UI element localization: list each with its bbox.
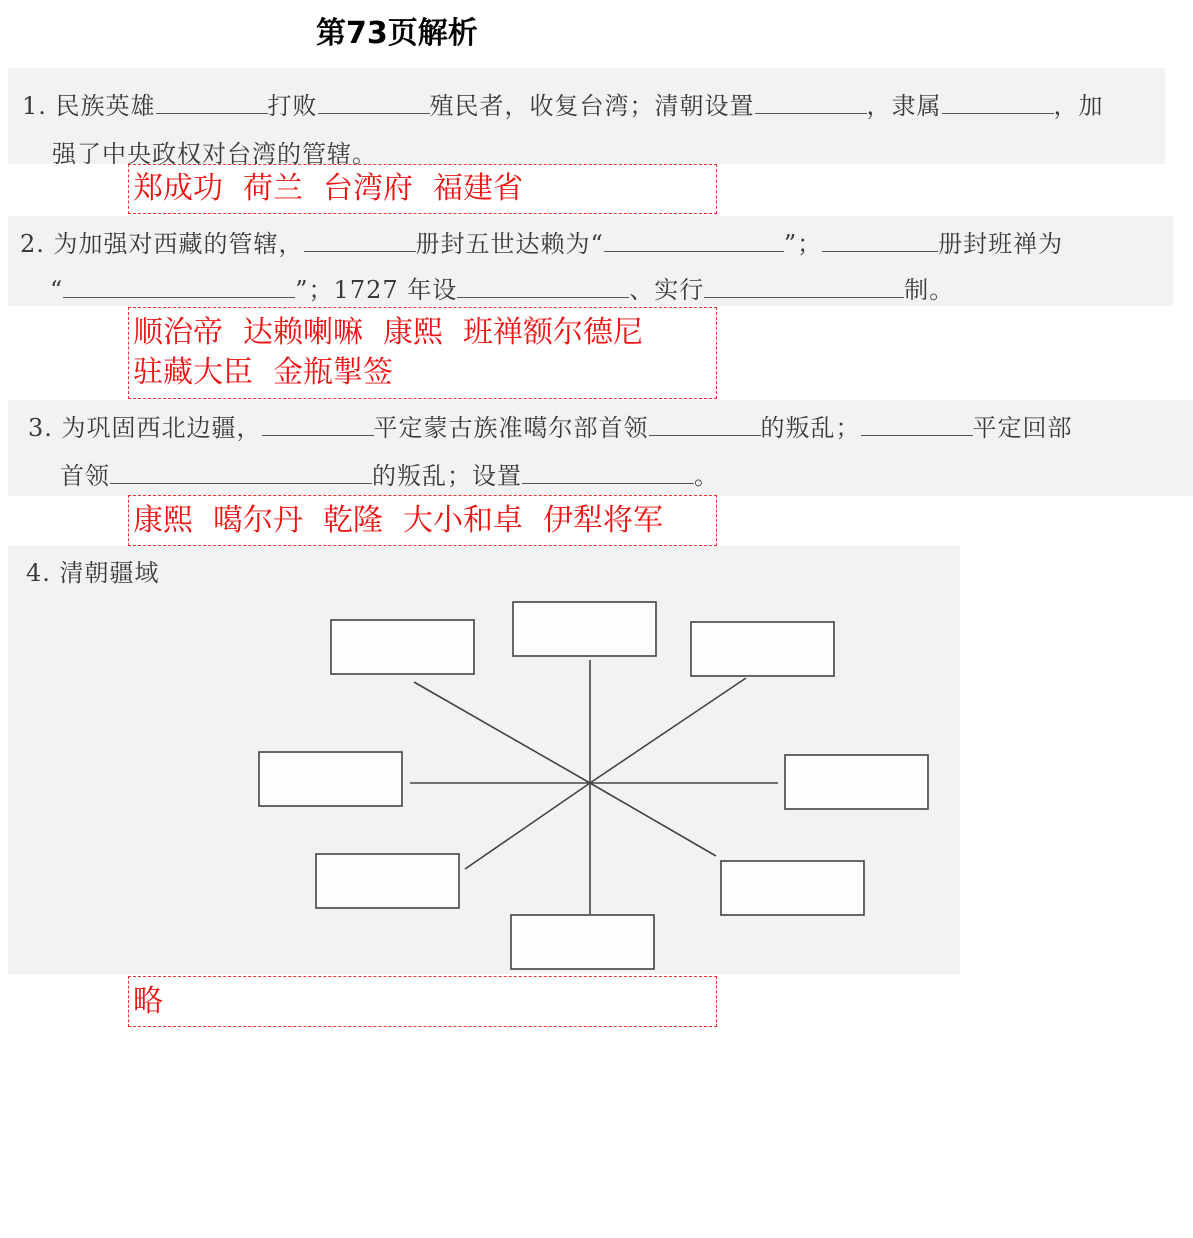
answer-item: 荷兰 xyxy=(243,171,303,206)
q3-text-f: 的叛乱；设置 xyxy=(372,462,522,490)
q2-text-b: 册封五世达赖为“ xyxy=(415,230,604,258)
diagram-box-south xyxy=(511,915,654,969)
q1-text-a: 1. 民族英雄 xyxy=(22,92,156,120)
page-title: 第73页解析 xyxy=(316,16,478,51)
question-4-title: 4. 清朝疆域 xyxy=(26,559,160,587)
diagram-box-west xyxy=(259,752,402,806)
answer-item: 台湾府 xyxy=(323,171,413,206)
q1-text-d: ，隶属 xyxy=(866,92,942,120)
answer-item: 福建省 xyxy=(433,171,523,206)
diagram-box-southwest xyxy=(316,854,459,908)
answer-box-4 xyxy=(128,976,717,1027)
diagram-box-northeast xyxy=(691,622,834,676)
answer-item: 达赖喇嘛 xyxy=(243,315,363,350)
answer-item: 金瓶掣签 xyxy=(273,355,393,390)
q2-text-c: ”； xyxy=(783,230,823,258)
q2-text-h: 制。 xyxy=(904,276,955,304)
q1-text-b: 打败 xyxy=(267,92,318,120)
diagram-box-east xyxy=(785,755,928,809)
answer-item: 顺治帝 xyxy=(133,315,223,350)
answer-item: 略 xyxy=(133,984,163,1019)
answer-item: 康熙 xyxy=(133,503,193,538)
q3-text-a: 3. 为巩固西北边疆， xyxy=(28,414,262,442)
answer-item: 班禅额尔德尼 xyxy=(463,315,643,350)
diagram-spoke-northeast xyxy=(590,678,746,783)
q2-text-a: 2. 为加强对西藏的管辖， xyxy=(20,230,304,258)
q3-text-e: 首领 xyxy=(60,462,110,490)
q2-text-d: 册封班禅为 xyxy=(938,230,1064,258)
diagram-spoke-northwest xyxy=(414,682,590,783)
answer-item: 乾隆 xyxy=(323,503,383,538)
answer-item: 郑成功 xyxy=(133,171,223,206)
answer-item: 大小和卓 xyxy=(403,503,523,538)
diagram-spoke-southeast xyxy=(590,783,716,856)
diagram-box-northwest xyxy=(331,620,474,674)
answer-item: 噶尔丹 xyxy=(213,503,303,538)
answer-item: 伊犁将军 xyxy=(543,503,663,538)
q1-text-c: 殖民者，收复台湾；清朝设置 xyxy=(429,92,755,120)
q2-text-f: ”；1727 年设 xyxy=(295,276,458,304)
question-1-line-2: 强了中央政权对台湾的管辖。 xyxy=(52,140,377,168)
answer-line xyxy=(133,982,716,1022)
q3-text-c: 的叛乱； xyxy=(760,414,861,442)
answer-item: 驻藏大臣 xyxy=(133,355,253,390)
q3-text-g: 。 xyxy=(694,462,719,490)
answer-item: 康熙 xyxy=(383,315,443,350)
diagram-box-southeast xyxy=(721,861,864,915)
diagram-box-north xyxy=(513,602,656,656)
diagram-spoke-southwest xyxy=(465,783,590,869)
q1-text-e: ，加 xyxy=(1053,92,1104,120)
q2-text-e: “ xyxy=(50,276,64,304)
q2-text-g: 、实行 xyxy=(629,276,705,304)
q3-text-b: 平定蒙古族准噶尔部首领 xyxy=(373,414,649,442)
q3-text-d: 平定回部 xyxy=(972,414,1073,442)
